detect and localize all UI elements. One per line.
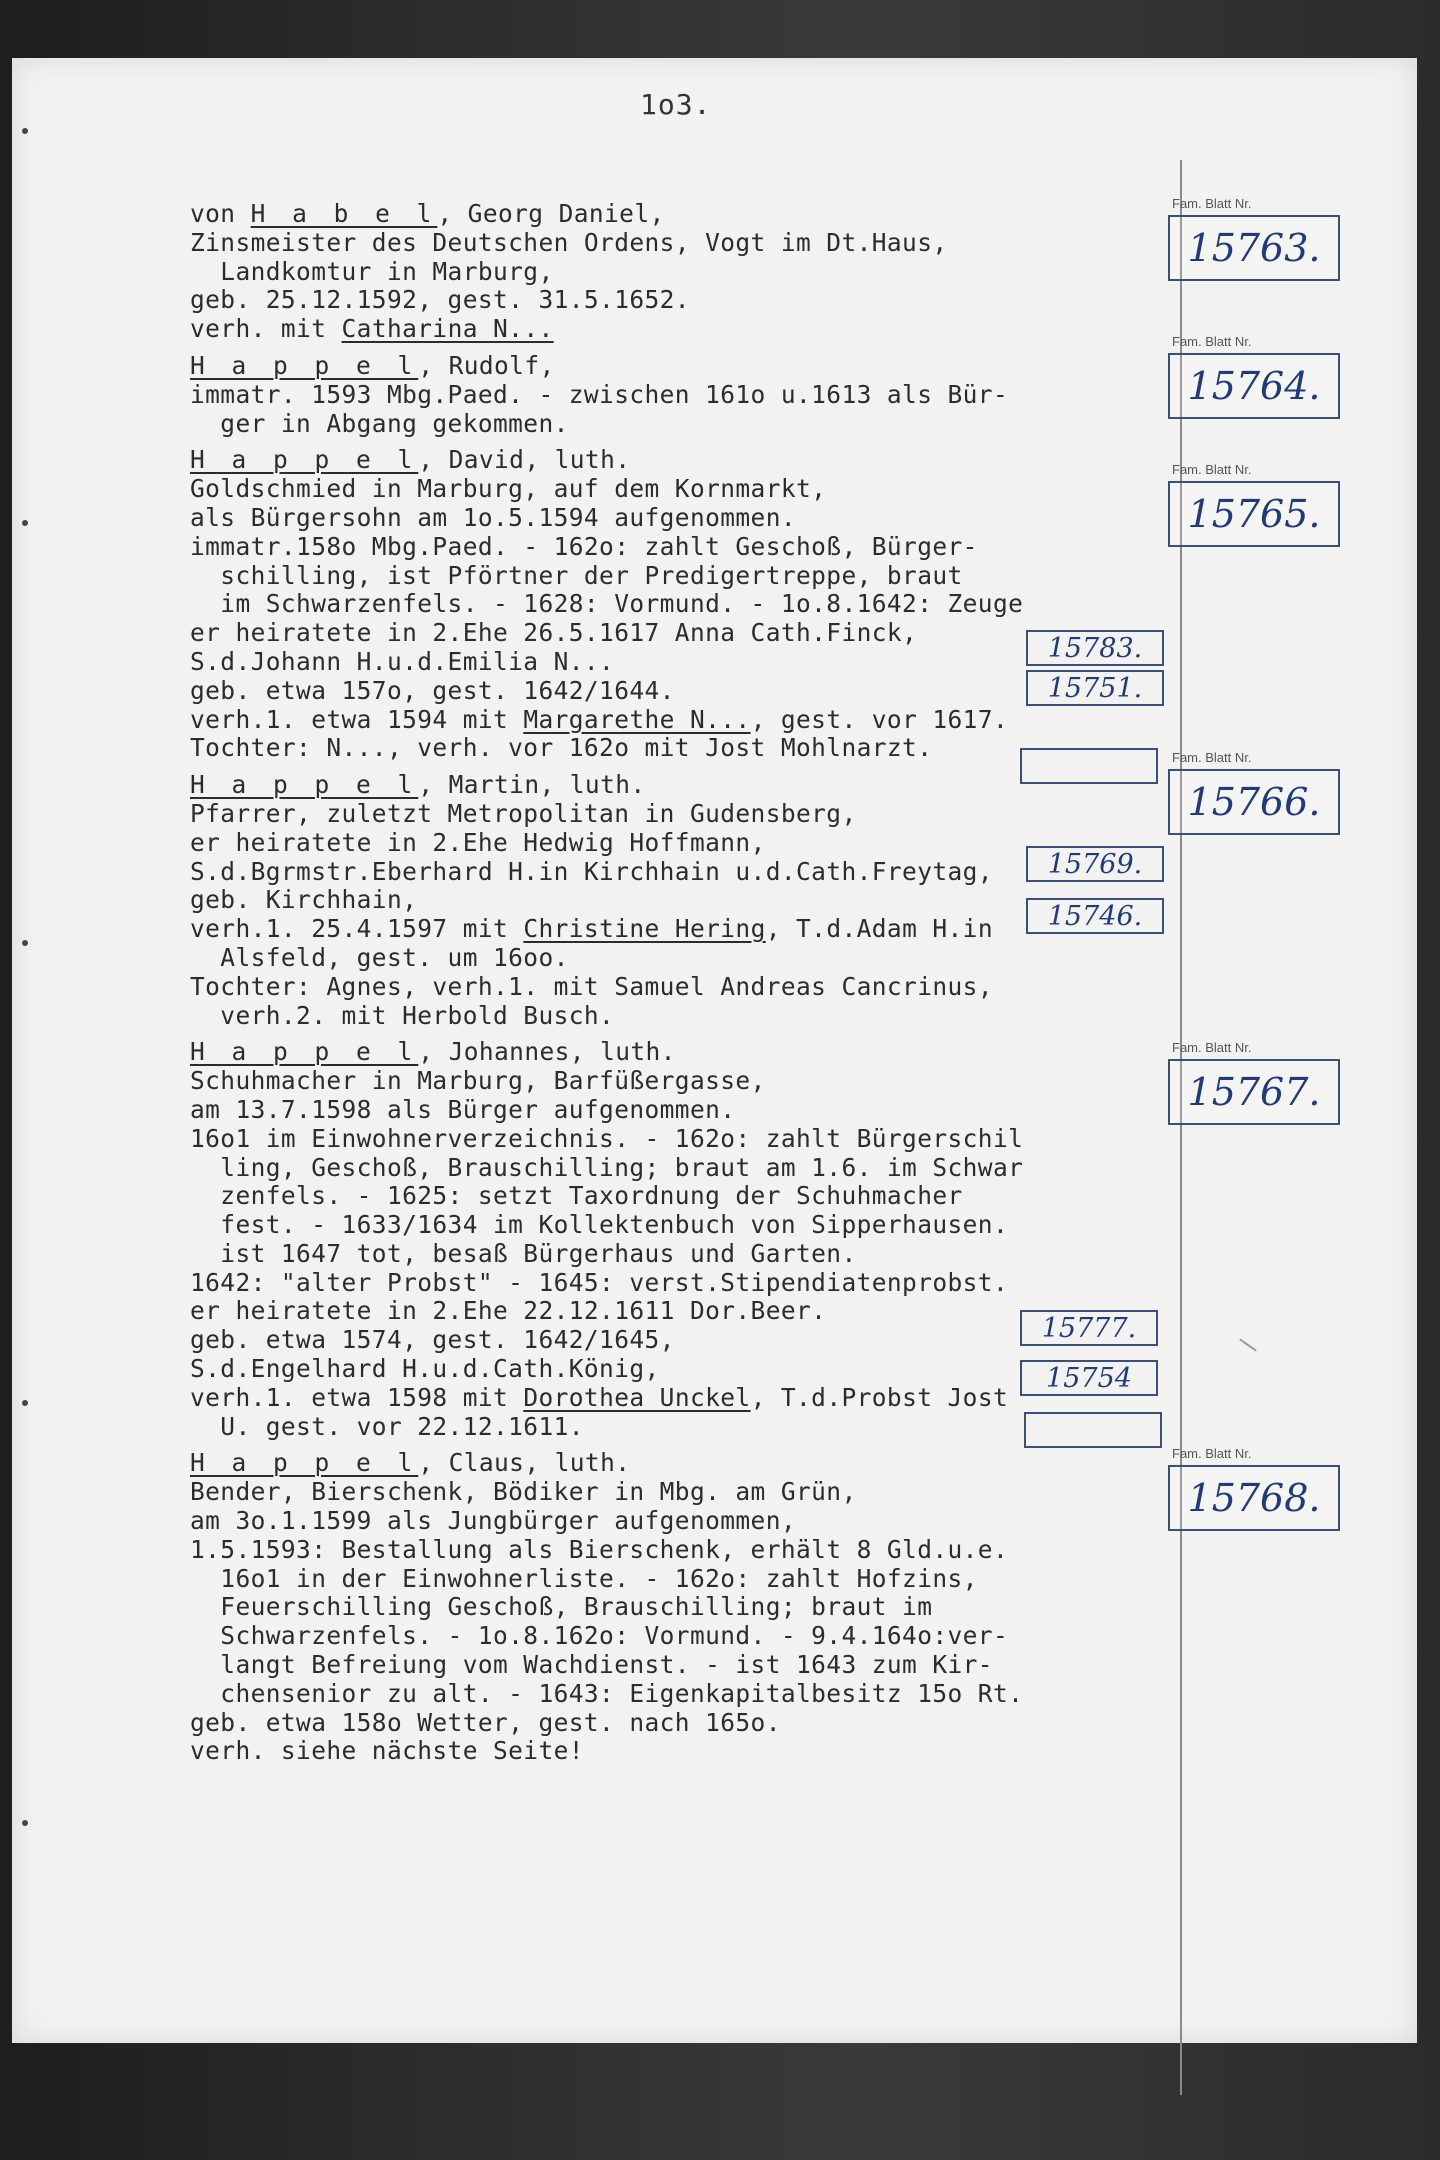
ref-box-empty xyxy=(1020,748,1158,784)
sheet-label: Fam. Blatt Nr. xyxy=(1172,1040,1252,1055)
entry-line: ling, Geschoß, Brauschilling; braut am 1.6. im Schwar xyxy=(190,1152,1024,1182)
entry-line: verh. siehe nächste Seite! xyxy=(190,1736,584,1766)
spouse-name: Margarethe N... xyxy=(523,704,751,734)
entry-line: S.d.Johann H.u.d.Emilia N... xyxy=(190,646,615,676)
entry-line: U. gest. vor 22.12.1611. xyxy=(190,1411,584,1441)
sheet-number: 15763. xyxy=(1168,215,1340,281)
entry-line: geb. etwa 157o, gest. 1642/1644. xyxy=(190,675,675,705)
entry-line: Tochter: Agnes, verh.1. mit Samuel Andreas Cancrinus, xyxy=(190,971,993,1001)
entry-line: 16o1 im Einwohnerverzeichnis. - 162o: zahlt Bürgerschil xyxy=(190,1123,1024,1153)
sheet-label: Fam. Blatt Nr. xyxy=(1172,334,1252,349)
entries-column xyxy=(190,200,1170,1766)
marriage-suffix: , gest. vor 1617. xyxy=(750,704,1009,734)
surname: H a p p e l xyxy=(190,770,419,800)
entry-line: Feuerschilling Geschoß, Brauschilling; braut im xyxy=(190,1592,933,1622)
entry-heading xyxy=(190,352,1170,381)
sheet-label: Fam. Blatt Nr. xyxy=(1172,750,1252,765)
given-names: , Claus, luth. xyxy=(418,1448,631,1478)
entry-line: zenfels. - 1625: setzt Taxordnung der Schuhmacher xyxy=(190,1181,963,1211)
given-names: , Martin, luth. xyxy=(418,770,646,800)
entry-line: chensenior zu alt. - 1643: Eigenkapitalbesitz 15o Rt. xyxy=(190,1678,1024,1708)
given-names: , David, luth. xyxy=(418,445,631,475)
entry-habel xyxy=(190,200,1170,344)
entry-heading xyxy=(190,200,1170,229)
marriage-prefix: verh.1. etwa 1594 mit xyxy=(190,704,524,734)
sheet-number: 15764. xyxy=(1168,353,1340,419)
surname: H a p p e l xyxy=(190,1448,419,1478)
marriage-line xyxy=(190,706,1170,735)
family-sheet-5 xyxy=(1168,1040,1348,1125)
sheet-label: Fam. Blatt Nr. xyxy=(1172,196,1252,211)
entry-line: er heiratete in 2.Ehe 26.5.1617 Anna Cath.Finck, xyxy=(190,618,918,648)
entry-line: im Schwarzenfels. - 1628: Vormund. - 1o.8.1642: Zeuge xyxy=(190,589,1024,619)
binder-hole xyxy=(22,520,28,526)
entry-line: Bender, Bierschenk, Bödiker in Mbg. am Grün, xyxy=(190,1477,857,1507)
entry-heading xyxy=(190,1038,1170,1067)
entry-line: geb. etwa 1574, gest. 1642/1645, xyxy=(190,1325,675,1355)
entry-line: geb. etwa 158o Wetter, gest. nach 165o. xyxy=(190,1707,781,1737)
entry-line: geb. Kirchhain, xyxy=(190,885,418,915)
entry-line: am 13.7.1598 als Bürger aufgenommen. xyxy=(190,1094,736,1124)
given-names: , Rudolf, xyxy=(418,350,555,380)
entry-line: S.d.Engelhard H.u.d.Cath.König, xyxy=(190,1354,660,1384)
ref-box: 15777. xyxy=(1020,1310,1158,1346)
spouse-name: Christine Hering xyxy=(523,914,766,944)
entry-line: verh.2. mit Herbold Busch. xyxy=(190,1000,615,1030)
entry-line: Alsfeld, gest. um 16oo. xyxy=(190,942,569,972)
family-sheet-4 xyxy=(1168,750,1348,835)
sheet-label: Fam. Blatt Nr. xyxy=(1172,462,1252,477)
entry-line: 16o1 in der Einwohnerliste. - 162o: zahlt Hofzins, xyxy=(190,1563,978,1593)
entry-line: immatr. 1593 Mbg.Paed. - zwischen 161o u.1613 als Bür- xyxy=(190,379,1009,409)
entry-line: als Bürgersohn am 1o.5.1594 aufgenommen. xyxy=(190,502,797,532)
binder-hole xyxy=(22,128,28,134)
entry-line: Landkomtur in Marburg, xyxy=(190,256,554,286)
page-number: 1o3. xyxy=(640,88,712,121)
given-names: , Johannes, luth. xyxy=(418,1037,676,1067)
entry-line: Schuhmacher in Marburg, Barfüßergasse, xyxy=(190,1066,766,1096)
ref-box: 15783. xyxy=(1026,630,1164,666)
entry-happel-claus xyxy=(190,1449,1170,1766)
surname: H a p p e l xyxy=(190,350,419,380)
family-sheet-2 xyxy=(1168,334,1348,419)
entry-line: er heiratete in 2.Ehe Hedwig Hoffmann, xyxy=(190,827,766,857)
entry-line: geb. 25.12.1592, gest. 31.5.1652. xyxy=(190,285,690,315)
family-sheet-3 xyxy=(1168,462,1348,547)
ref-box: 15754 xyxy=(1020,1360,1158,1396)
entry-line: schilling, ist Pförtner der Predigertreppe, braut xyxy=(190,560,963,590)
entry-line: Zinsmeister des Deutschen Ordens, Vogt im Dt.Haus, xyxy=(190,227,948,257)
spouse-name: Dorothea Unckel xyxy=(523,1382,751,1412)
entry-line: Tochter: N..., verh. vor 162o mit Jost Mohlnarzt. xyxy=(190,733,933,763)
marriage-prefix: verh.1. 25.4.1597 mit xyxy=(190,914,524,944)
entry-line: 1642: "alter Probst" - 1645: verst.Stipendiatenprobst. xyxy=(190,1267,1009,1297)
binder-hole xyxy=(22,940,28,946)
entry-line: immatr.158o Mbg.Paed. - 162o: zahlt Geschoß, Bürger- xyxy=(190,531,978,561)
marriage-prefix: verh. mit xyxy=(190,314,342,344)
ref-box-empty xyxy=(1024,1412,1162,1448)
sheet-number: 15765. xyxy=(1168,481,1340,547)
sheet-label: Fam. Blatt Nr. xyxy=(1172,1446,1252,1461)
entry-line: S.d.Bgrmstr.Eberhard H.in Kirchhain u.d.Cath.Freytag, xyxy=(190,856,993,886)
surname: H a b e l xyxy=(250,199,438,228)
given-names: , Georg Daniel, xyxy=(437,199,665,228)
marriage-prefix: verh.1. etwa 1598 mit xyxy=(190,1382,524,1412)
marriage-suffix: , T.d.Adam H.in xyxy=(765,914,993,944)
ref-box: 15751. xyxy=(1026,670,1164,706)
marriage-line xyxy=(190,915,1170,944)
entry-line: ger in Abgang gekommen. xyxy=(190,408,569,438)
entry-line: Pfarrer, zuletzt Metropolitan in Gudensberg, xyxy=(190,798,857,828)
entry-line: Goldschmied in Marburg, auf dem Kornmarkt, xyxy=(190,474,827,504)
spouse-name: Catharina N... xyxy=(341,314,554,344)
entry-line: fest. - 1633/1634 im Kollektenbuch von Sipperhausen. xyxy=(190,1210,1009,1240)
entry-happel-rudolf xyxy=(190,352,1170,438)
margin-rule xyxy=(1180,160,1182,2095)
marriage-suffix: , T.d.Probst Jost xyxy=(750,1382,1009,1412)
entry-happel-david xyxy=(190,446,1170,763)
entry-line: 1.5.1593: Bestallung als Bierschenk, erhält 8 Gld.u.e. xyxy=(190,1534,1009,1564)
ref-box: 15746. xyxy=(1026,898,1164,934)
sheet-number: 15768. xyxy=(1168,1465,1340,1531)
entry-line: langt Befreiung vom Wachdienst. - ist 1643 zum Kir- xyxy=(190,1650,993,1680)
sheet-number: 15766. xyxy=(1168,769,1340,835)
binder-hole xyxy=(22,1820,28,1826)
marriage-line xyxy=(190,315,1170,344)
entry-line: ist 1647 tot, besaß Bürgerhaus und Garten. xyxy=(190,1238,857,1268)
entry-line: er heiratete in 2.Ehe 22.12.1611 Dor.Beer. xyxy=(190,1296,827,1326)
entry-line: Schwarzenfels. - 1o.8.162o: Vormund. - 9.4.164o:ver- xyxy=(190,1621,1009,1651)
entry-happel-martin xyxy=(190,771,1170,1030)
entry-heading xyxy=(190,1449,1170,1478)
sheet-number: 15767. xyxy=(1168,1059,1340,1125)
entry-line: am 3o.1.1599 als Jungbürger aufgenommen, xyxy=(190,1506,797,1536)
binder-hole xyxy=(22,1400,28,1406)
heading-prefix: von xyxy=(190,199,251,228)
family-sheet-6 xyxy=(1168,1446,1348,1531)
ref-box: 15769. xyxy=(1026,846,1164,882)
surname: H a p p e l xyxy=(190,445,419,475)
family-sheet-1 xyxy=(1168,196,1348,281)
entry-heading xyxy=(190,446,1170,475)
surname: H a p p e l xyxy=(190,1037,419,1067)
